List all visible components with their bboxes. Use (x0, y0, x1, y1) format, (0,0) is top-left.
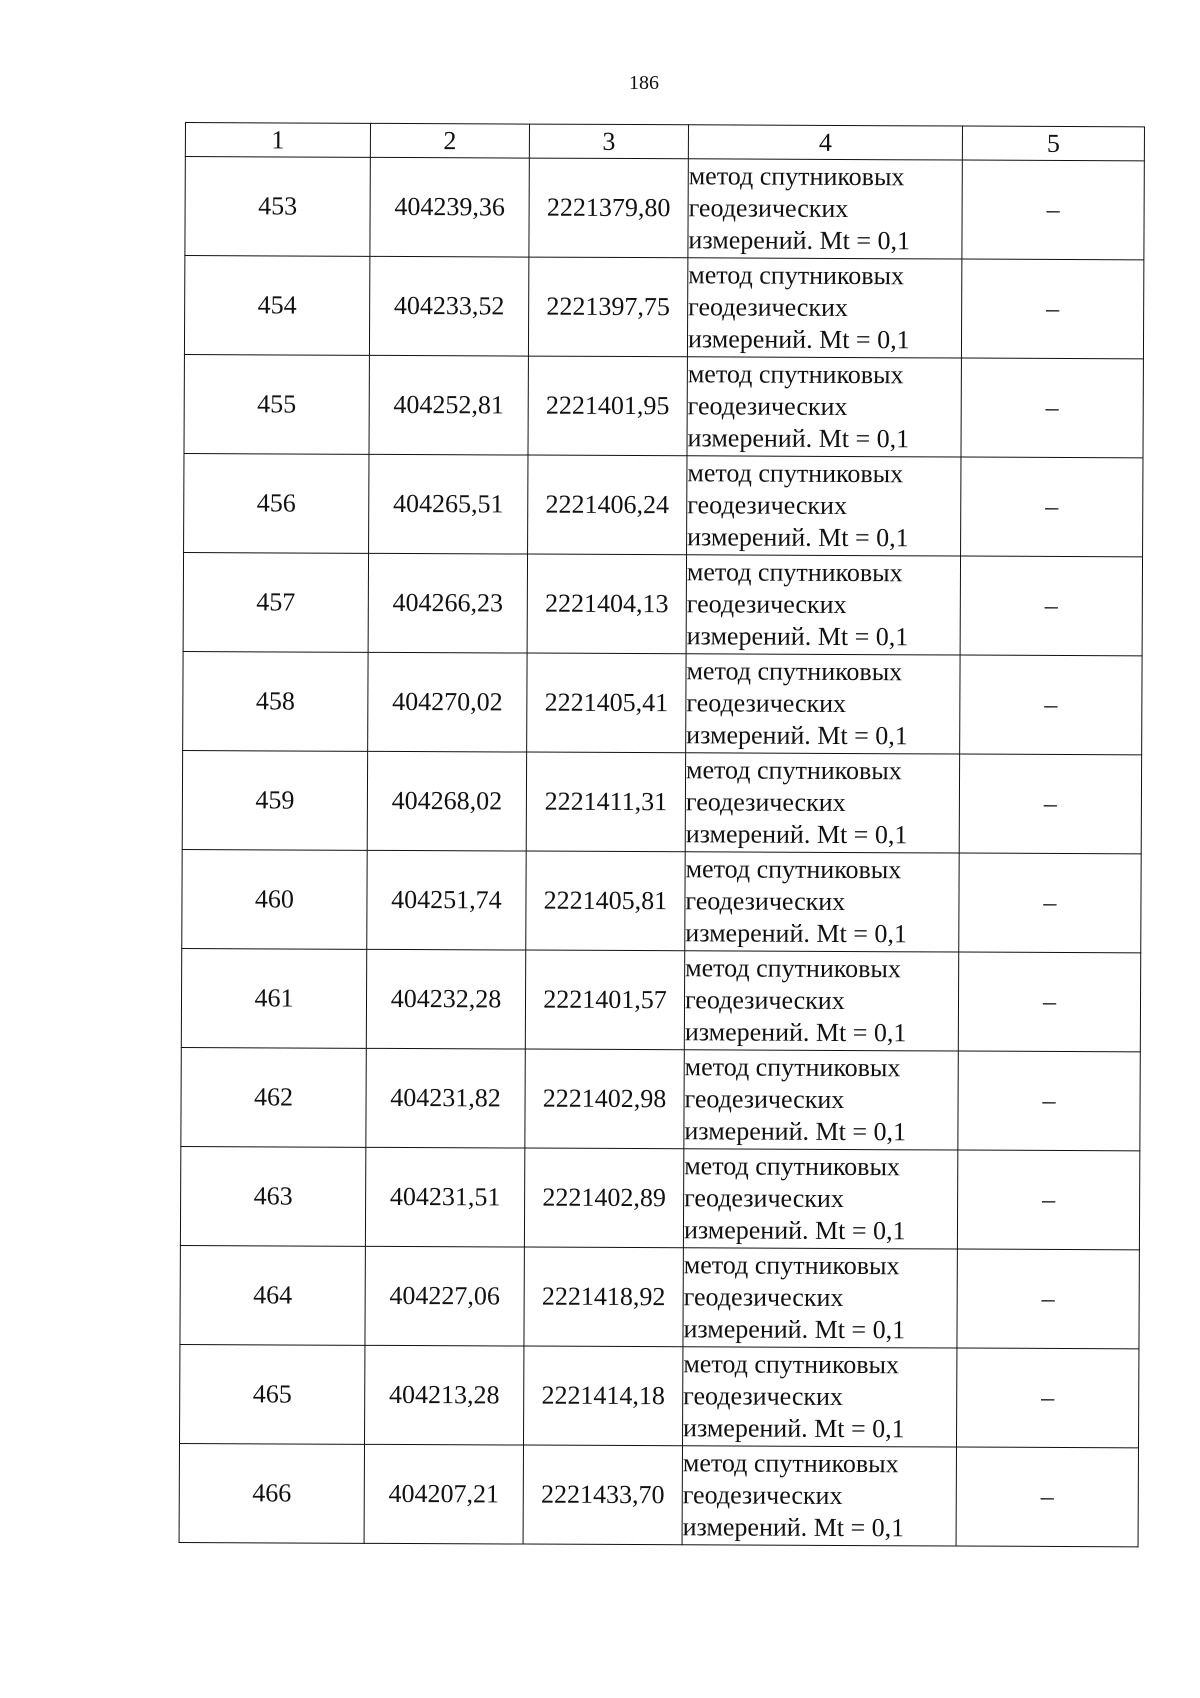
coordinates-table (179, 122, 1145, 1547)
method-cell (685, 852, 959, 952)
method-line: измерений. Mt = 0,1 (684, 1116, 907, 1147)
table-row (180, 1344, 1139, 1447)
method-line: геодезических (684, 985, 845, 1016)
method-line: метод спутниковых (684, 1151, 901, 1182)
x-coordinate-cell: 404233,52 (369, 256, 528, 356)
method-cell (684, 951, 958, 1051)
point-number-cell: 454 (184, 256, 369, 356)
method-line: геодезических (684, 1183, 844, 1214)
column-header-2: 2 (370, 123, 529, 158)
table-row (181, 1047, 1140, 1150)
page-number: 186 (629, 72, 659, 94)
note-cell: – (956, 1348, 1138, 1448)
column-header-5: 5 (962, 126, 1144, 161)
y-coordinate-cell: 2221402,89 (524, 1148, 683, 1248)
table-header-row (185, 123, 1144, 161)
x-coordinate-cell: 404213,28 (365, 1345, 524, 1445)
method-cell (687, 357, 961, 457)
x-coordinate-cell: 404239,36 (370, 157, 529, 257)
x-coordinate-cell: 404270,02 (368, 652, 527, 752)
method-line: измерений. Mt = 0,1 (683, 1215, 906, 1246)
point-number-cell: 460 (182, 849, 367, 949)
y-coordinate-cell: 2221405,81 (526, 851, 685, 951)
note-cell: – (958, 952, 1140, 1052)
method-line: метод спутниковых (687, 458, 904, 489)
x-coordinate-cell: 404266,23 (368, 553, 527, 653)
method-line: метод спутниковых (683, 1250, 900, 1281)
y-coordinate-cell: 2221405,41 (527, 653, 686, 753)
note-cell: – (957, 1249, 1139, 1349)
note-cell: – (958, 1051, 1140, 1151)
method-line: метод спутниковых (682, 1448, 899, 1479)
y-coordinate-cell: 2221401,95 (528, 356, 687, 456)
x-coordinate-cell: 404231,51 (365, 1147, 524, 1247)
y-coordinate-cell: 2221414,18 (523, 1346, 682, 1446)
table-row (182, 750, 1141, 853)
method-line: геодезических (687, 490, 848, 521)
note-cell: – (962, 160, 1144, 260)
method-cell (682, 1347, 956, 1447)
column-header-3: 3 (529, 124, 688, 159)
x-coordinate-cell: 404251,74 (367, 850, 526, 950)
note-cell: – (961, 457, 1143, 557)
note-cell: – (957, 1150, 1139, 1250)
method-line: геодезических (687, 391, 848, 422)
point-number-cell: 466 (179, 1443, 364, 1543)
method-line: измерений. Mt = 0,1 (682, 1512, 905, 1543)
method-line: метод спутниковых (687, 359, 904, 390)
y-coordinate-cell: 2221433,70 (523, 1445, 682, 1545)
method-cell (684, 1050, 958, 1150)
y-coordinate-cell: 2221411,31 (526, 752, 685, 852)
method-cell (683, 1149, 957, 1249)
point-number-cell: 455 (184, 354, 369, 454)
table-row (185, 157, 1144, 260)
y-coordinate-cell: 2221397,75 (528, 257, 687, 357)
method-line: измерений. Mt = 0,1 (687, 522, 909, 553)
x-coordinate-cell: 404232,28 (366, 949, 525, 1049)
table-row (184, 453, 1143, 556)
point-number-cell: 459 (182, 750, 367, 850)
note-cell: – (959, 853, 1141, 953)
method-line: метод спутниковых (686, 656, 903, 687)
method-line: измерений. Mt = 0,1 (684, 1017, 907, 1048)
y-coordinate-cell: 2221406,24 (528, 455, 687, 555)
table-row (182, 849, 1141, 952)
method-line: геодезических (683, 1381, 844, 1411)
table-row (183, 651, 1142, 754)
method-line: геодезических (686, 589, 847, 620)
y-coordinate-cell: 2221401,57 (525, 950, 684, 1050)
method-line: измерений. Mt = 0,1 (687, 423, 910, 454)
method-line: метод спутниковых (688, 260, 905, 291)
method-line: измерений. Mt = 0,1 (686, 720, 908, 751)
method-cell (688, 159, 962, 259)
method-line: измерений. Mt = 0,1 (687, 324, 910, 355)
table-body (179, 123, 1144, 1547)
point-number-cell: 462 (181, 1047, 366, 1147)
table-row (183, 552, 1142, 655)
point-number-cell: 461 (181, 948, 366, 1048)
method-line: геодезических (685, 886, 846, 917)
method-line: метод спутниковых (685, 755, 902, 786)
method-cell (685, 753, 959, 853)
method-cell (686, 654, 960, 754)
point-number-cell: 465 (180, 1344, 365, 1444)
y-coordinate-cell: 2221379,80 (529, 158, 688, 258)
y-coordinate-cell: 2221402,98 (525, 1049, 684, 1149)
table-row (179, 1443, 1138, 1546)
method-line: геодезических (688, 193, 849, 224)
y-coordinate-cell: 2221404,13 (527, 554, 686, 654)
method-line: измерений. Mt = 0,1 (686, 621, 909, 652)
note-cell: – (961, 358, 1143, 458)
point-number-cell: 457 (183, 552, 368, 652)
method-line: метод спутниковых (686, 557, 903, 588)
method-cell (683, 1248, 957, 1348)
note-cell: – (959, 754, 1141, 854)
method-line: геодезических (688, 292, 848, 323)
method-line: метод спутниковых (684, 1052, 901, 1083)
method-line: метод спутниковых (685, 953, 901, 984)
note-cell: – (961, 259, 1143, 359)
point-number-cell: 456 (184, 453, 369, 553)
table-row (181, 948, 1140, 1051)
method-line: измерений. Mt = 0,1 (683, 1413, 905, 1444)
point-number-cell: 464 (180, 1245, 365, 1345)
method-line: метод спутниковых (683, 1349, 900, 1380)
method-line: метод спутниковых (685, 854, 902, 885)
point-number-cell: 458 (183, 651, 368, 751)
x-coordinate-cell: 404265,51 (369, 454, 528, 554)
x-coordinate-cell: 404252,81 (369, 355, 528, 455)
note-cell: – (960, 556, 1142, 656)
column-header-1: 1 (185, 123, 370, 158)
method-line: геодезических (683, 1282, 844, 1312)
note-cell: – (960, 655, 1142, 755)
x-coordinate-cell: 404227,06 (365, 1246, 524, 1346)
column-header-4: 4 (688, 125, 962, 160)
method-line: геодезических (685, 787, 846, 818)
table-row (184, 256, 1143, 359)
method-line: геодезических (682, 1480, 843, 1510)
method-cell (687, 258, 961, 358)
point-number-cell: 463 (180, 1146, 365, 1246)
method-line: геодезических (686, 688, 847, 719)
method-line: измерений. Mt = 0,1 (683, 1314, 906, 1345)
note-cell: – (956, 1447, 1138, 1547)
method-line: измерений. Mt = 0,1 (685, 819, 908, 850)
method-line: метод спутниковых (688, 161, 905, 192)
method-cell (686, 555, 960, 655)
y-coordinate-cell: 2221418,92 (524, 1247, 683, 1347)
x-coordinate-cell: 404207,21 (364, 1444, 523, 1544)
method-line: геодезических (684, 1084, 845, 1115)
x-coordinate-cell: 404231,82 (366, 1048, 525, 1148)
method-line: измерений. Mt = 0,1 (685, 918, 907, 949)
method-line: измерений. Mt = 0,1 (688, 225, 911, 256)
table-row (180, 1245, 1139, 1348)
point-number-cell: 453 (185, 157, 370, 257)
table-row (180, 1146, 1139, 1249)
method-cell (682, 1446, 956, 1546)
table-row (184, 354, 1143, 457)
method-cell (687, 456, 961, 556)
x-coordinate-cell: 404268,02 (367, 751, 526, 851)
